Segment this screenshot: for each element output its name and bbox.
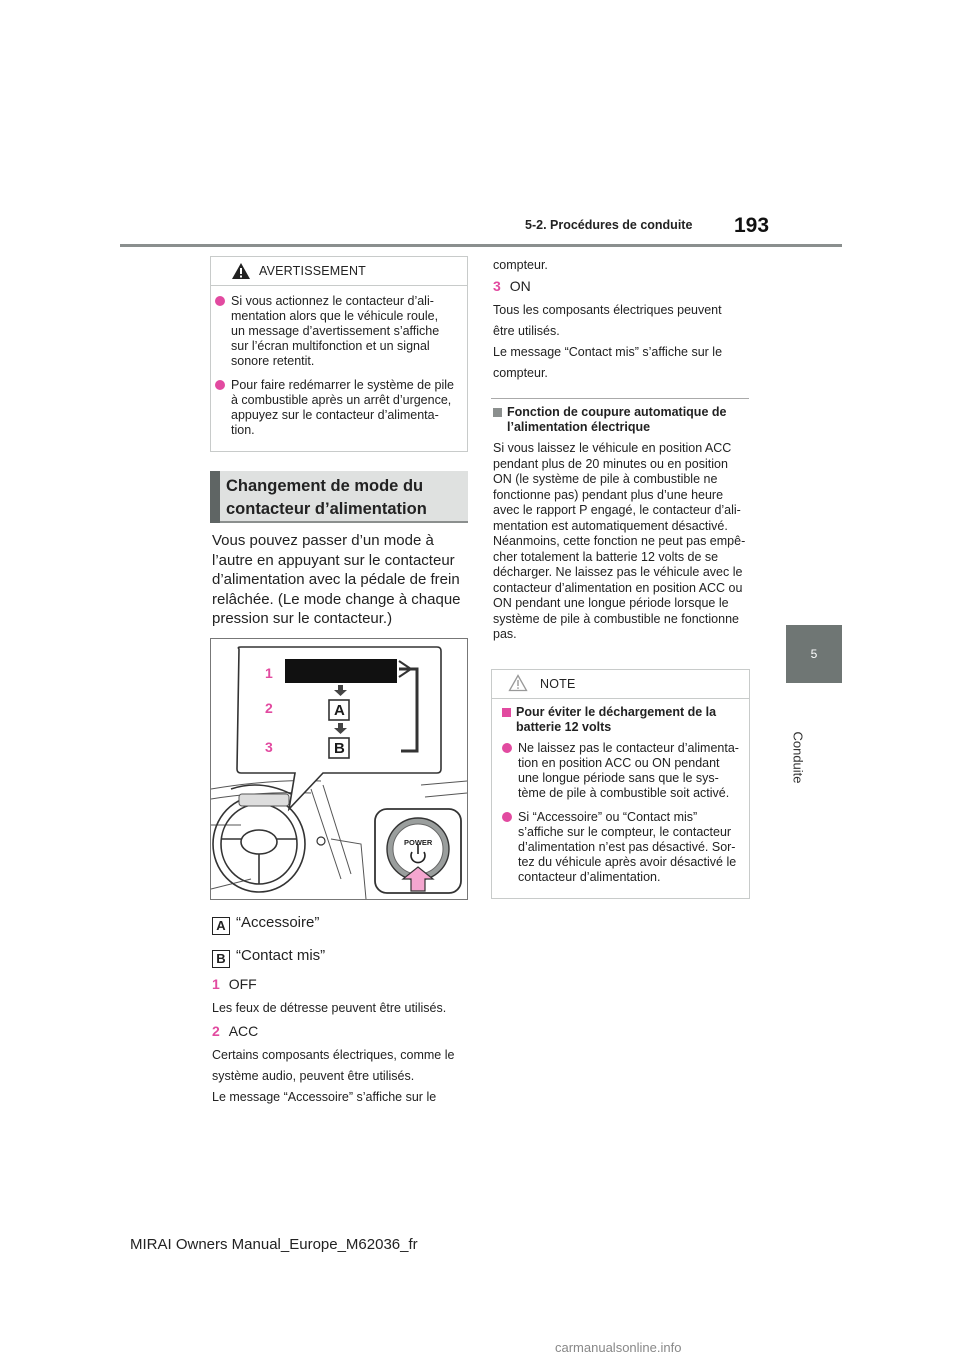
legend-tag: A bbox=[212, 917, 230, 935]
step-text: Le message “Contact mis” s’affiche sur le bbox=[493, 345, 723, 359]
step-text: être utilisés. bbox=[493, 324, 560, 338]
page-number: 193 bbox=[734, 214, 770, 237]
note-item-text: Ne laissez pas le contacteur d’alimenta- tion en position ACC ou ON pendant une longue période sans que le sys- tème de pile à combustible soit activé. bbox=[518, 741, 739, 800]
warning-body bbox=[211, 286, 467, 438]
note-box bbox=[491, 669, 750, 899]
divider bbox=[491, 398, 749, 399]
warning-item bbox=[215, 294, 459, 369]
step-text: Certains composants électriques, comme le bbox=[212, 1048, 455, 1062]
bullet-icon bbox=[215, 380, 225, 390]
chapter-tab bbox=[786, 625, 842, 683]
section-title: 5-2. Procédures de conduite bbox=[525, 218, 693, 232]
auto-off-body: Si vous laissez le véhicule en position ACC pendant plus de 20 minutes ou en position ON (le système de pile à combustible ne fonctionne pas) pendant plus d’une heure avec le rapport P engagé, le contacteur d’ali- mentation est automatiquement désactivé. Néanmoins, cette fonction ne peut pas empê- cher totalement la batterie 12 volts de se décharger. Ne laissez pas le véhicule avec le contacteur d’alimentation en position ACC ou ON pendant une longue période lorsque le système de pile à combustible ne fonctionne pas. bbox=[493, 441, 746, 641]
bullet-icon bbox=[215, 296, 225, 306]
warning-item-text: Si vous actionnez le contacteur d’ali- mentation alors que le véhicule roule, un message d’avertissement s’affiche sur l’écran multifonction et un signal sonore retentit. bbox=[231, 294, 440, 368]
step-heading bbox=[212, 976, 257, 994]
legend-text: “Contact mis” bbox=[236, 947, 326, 964]
note-header bbox=[492, 670, 749, 699]
note-title: NOTE bbox=[540, 677, 576, 691]
note-heading-text: Pour éviter le déchargement de la batterie 12 volts bbox=[516, 705, 717, 734]
warning-item-text: Pour faire redémarrer le système de pile à combustible après un arrêt d’urgence, appuyez sur le contacteur d’alimenta- tion. bbox=[231, 378, 455, 437]
bullet-icon bbox=[502, 812, 512, 822]
power-switch-illustration bbox=[211, 639, 467, 899]
chapter-number: 5 bbox=[810, 647, 818, 661]
legend-item-b bbox=[212, 946, 325, 968]
warning-item bbox=[215, 378, 459, 438]
auto-off-heading bbox=[493, 405, 753, 435]
warning-title: AVERTISSEMENT bbox=[259, 264, 367, 278]
step-text: Les feux de détresse peuvent être utilisés. bbox=[212, 1001, 447, 1015]
warning-triangle-icon bbox=[231, 262, 251, 280]
figure-number-1: 1 bbox=[265, 665, 273, 681]
square-bullet-icon bbox=[502, 708, 511, 717]
heading-bar bbox=[210, 471, 220, 523]
step-number: 2 bbox=[212, 1023, 220, 1039]
figure-number-3: 3 bbox=[265, 739, 273, 755]
warning-box bbox=[210, 256, 468, 452]
continuation-text: compteur. bbox=[493, 258, 548, 272]
header-rule bbox=[120, 244, 842, 247]
section-heading bbox=[210, 471, 468, 523]
step-label: ACC bbox=[228, 1023, 259, 1039]
step-label: OFF bbox=[228, 976, 257, 992]
step-text: Tous les composants électriques peuvent bbox=[493, 303, 722, 317]
footer-text: MIRAI Owners Manual_Europe_M62036_fr bbox=[130, 1236, 418, 1253]
legend-text: “Accessoire” bbox=[236, 914, 320, 931]
figure-letter-a: A bbox=[334, 702, 345, 719]
note-item-text: Si “Accessoire” ou “Contact mis” s’affiche sur le compteur, le contacteur d’alimentation n’est pas désactivé. Sor- tez du véhicule après avoir désactivé le contacteur d’alimentation. bbox=[518, 810, 737, 884]
figure bbox=[210, 638, 468, 900]
step-number: 3 bbox=[493, 278, 501, 294]
figure-letter-b: B bbox=[334, 740, 345, 757]
legend-item-a bbox=[212, 913, 319, 935]
warning-header bbox=[211, 257, 467, 286]
note-body bbox=[492, 699, 749, 885]
section-heading-text: Changement de mode du contacteur d’alimentation bbox=[226, 477, 427, 518]
bullet-icon bbox=[502, 743, 512, 753]
legend-tag: B bbox=[212, 950, 230, 968]
step-heading bbox=[493, 278, 531, 296]
figure-number-2: 2 bbox=[265, 700, 273, 716]
step-label: ON bbox=[509, 278, 531, 294]
note-item bbox=[502, 741, 741, 801]
chapter-label-wrap bbox=[776, 731, 816, 784]
watermark: carmanualsonline.info bbox=[555, 1340, 682, 1355]
intro-paragraph: Vous pouvez passer d’un mode à l’autre en appuyant sur le contacteur d’alimentation avec la pédale de frein relâchée. (Le mode change à chaque pression sur le contacteur.) bbox=[212, 532, 461, 627]
step-text: compteur. bbox=[493, 366, 548, 380]
auto-off-heading-text: Fonction de coupure automatique de l’alimentation électrique bbox=[507, 405, 727, 434]
note-heading bbox=[502, 705, 741, 735]
step-heading bbox=[212, 1023, 258, 1041]
step-text: système audio, peuvent être utilisés. bbox=[212, 1069, 415, 1083]
note-item bbox=[502, 810, 741, 885]
auto-off-block bbox=[493, 405, 753, 643]
step-number: 1 bbox=[212, 976, 220, 992]
step-text: Le message “Accessoire” s’affiche sur le bbox=[212, 1090, 437, 1104]
power-button-label: POWER bbox=[404, 838, 433, 847]
square-bullet-icon bbox=[493, 408, 502, 417]
caution-triangle-icon bbox=[508, 674, 528, 692]
chapter-label: Conduite bbox=[790, 731, 806, 784]
